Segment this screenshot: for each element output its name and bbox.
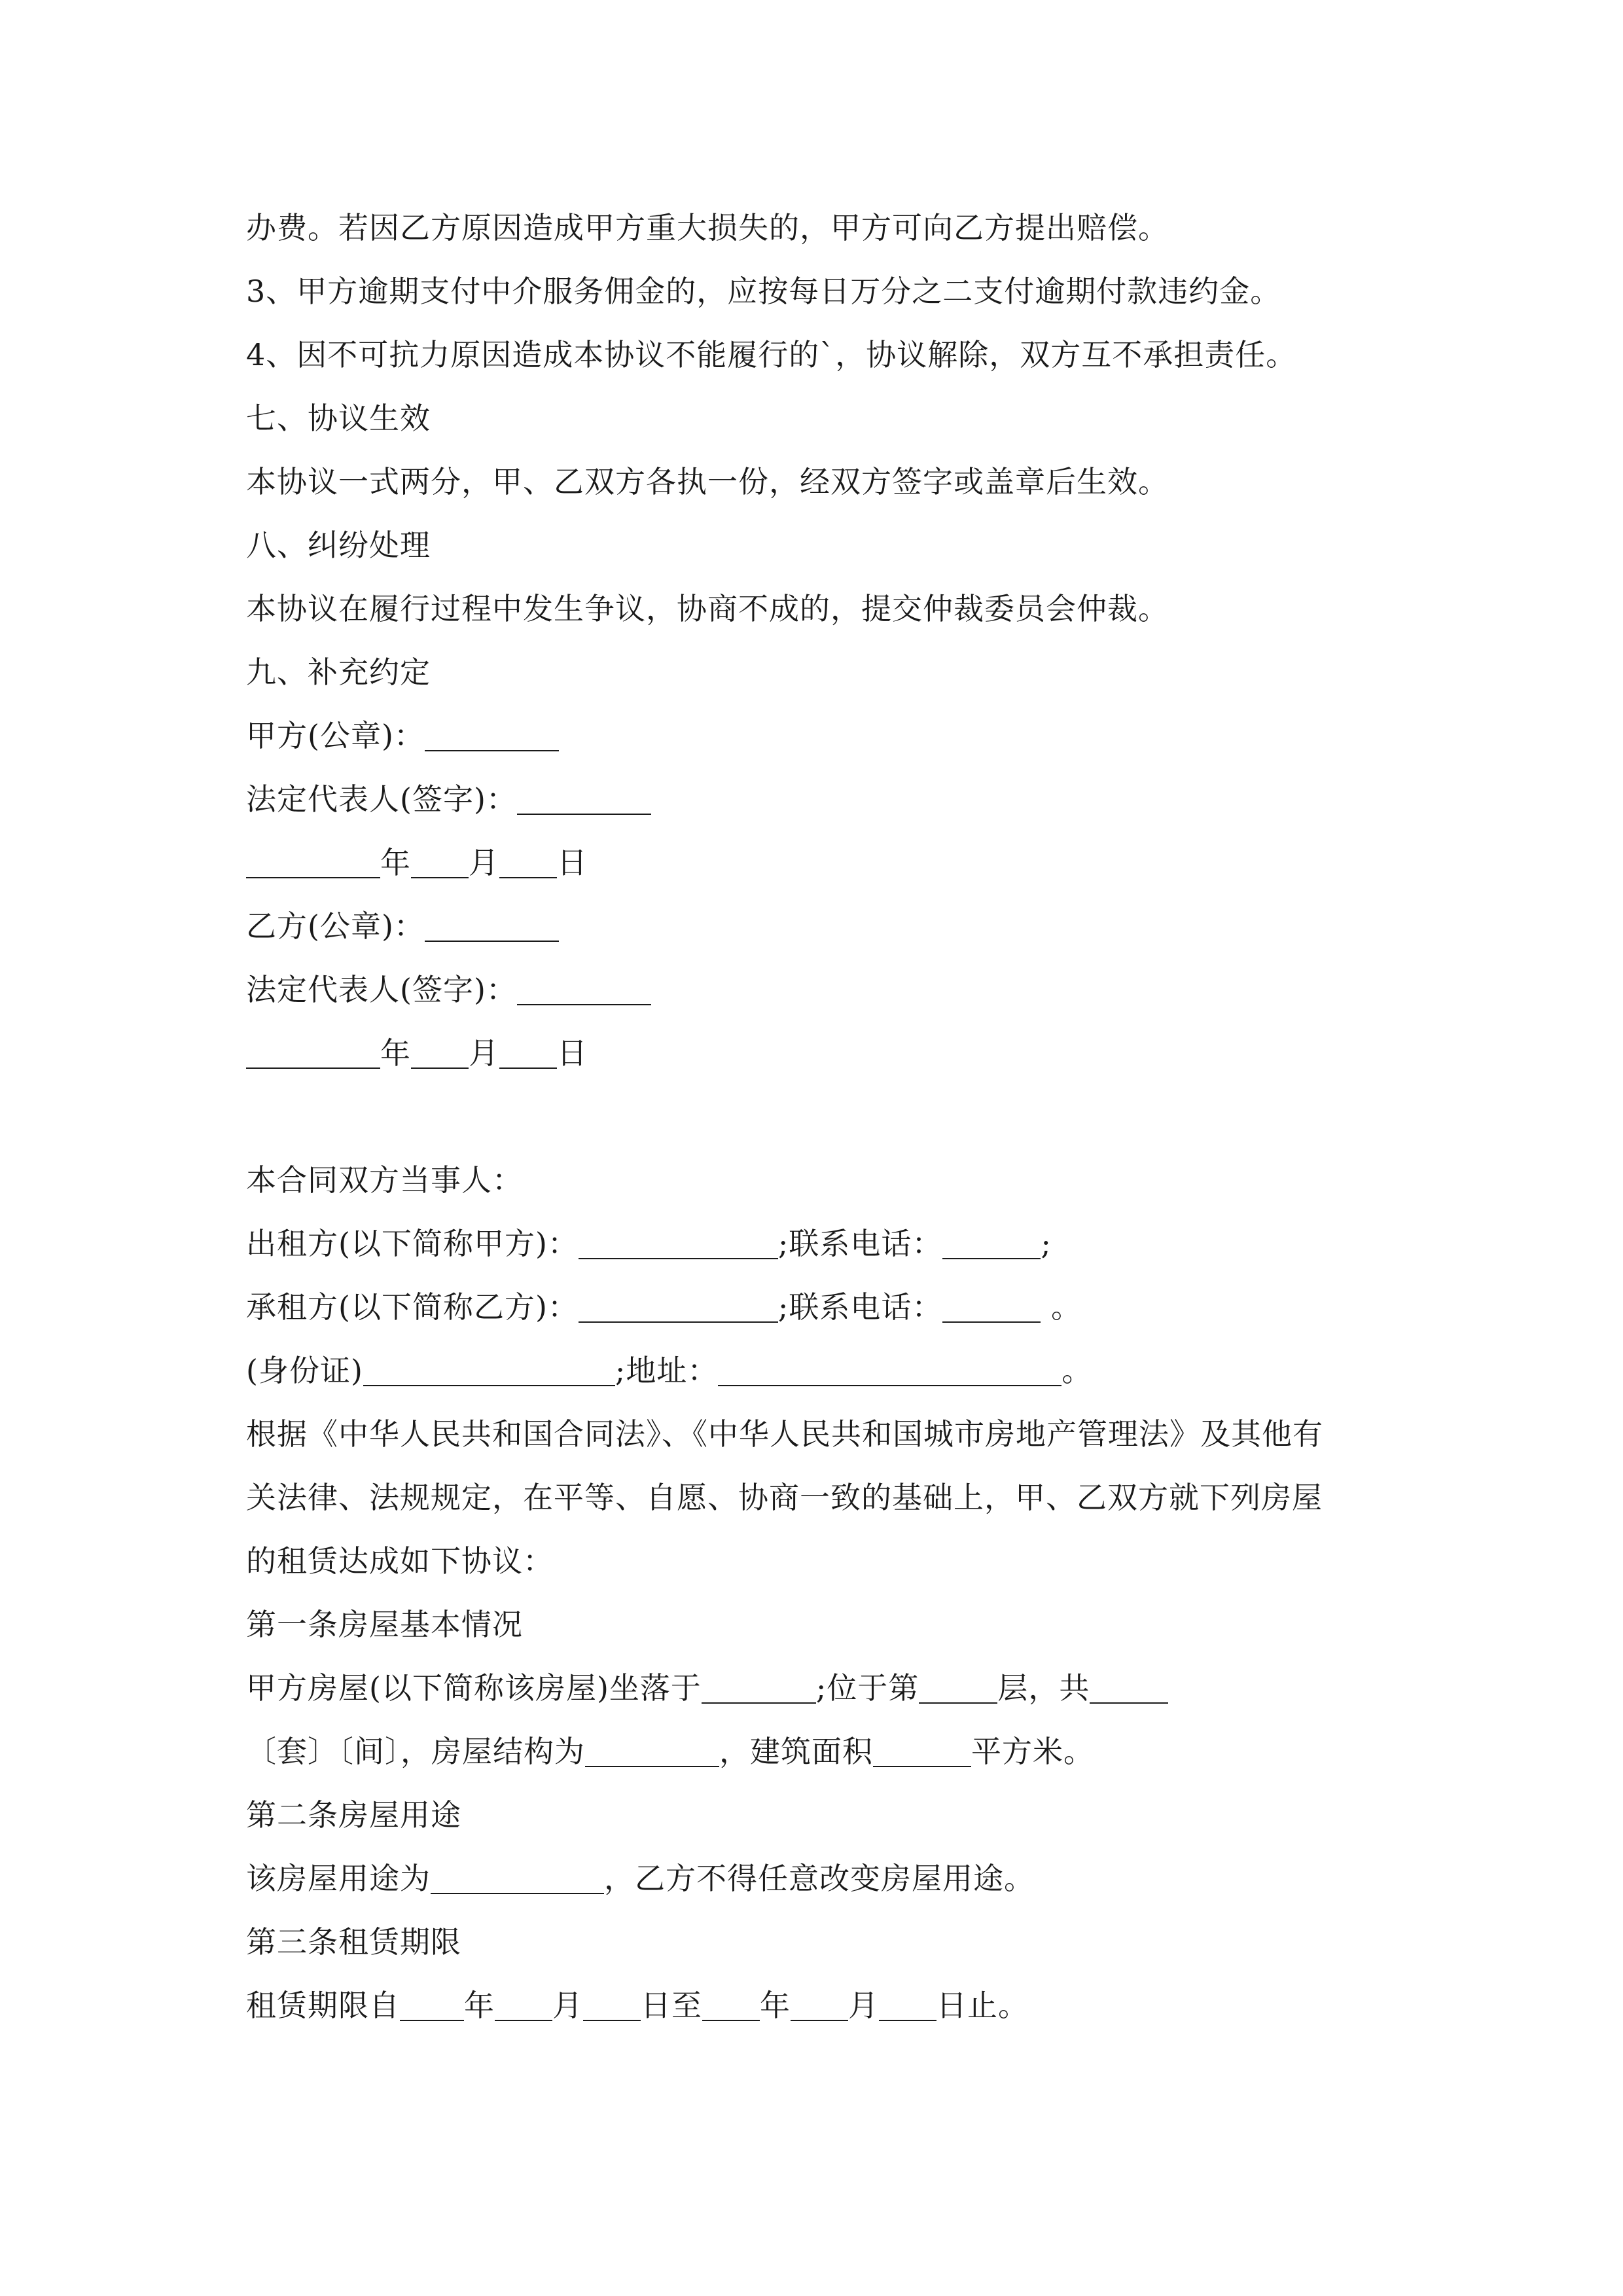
legal-rep-a-row: [246, 768, 1398, 831]
punctuation: 。: [1041, 1289, 1082, 1325]
document-page: [246, 196, 1398, 2037]
lessor-label: 出租方(以下简称甲方)：: [246, 1226, 579, 1261]
end-day-blank[interactable]: [879, 1990, 936, 2021]
paragraph-line: 根据《中华人民共和国合同法》、《中华人民共和国城市房地产管理法》及其他有: [246, 1416, 1323, 1452]
use-text: ，乙方不得任意改变房屋用途。: [604, 1861, 1035, 1896]
area-blank[interactable]: [873, 1736, 971, 1767]
day-blank[interactable]: [499, 1037, 557, 1069]
floor-label: ;位于第: [815, 1670, 919, 1706]
article-heading: 第二条房屋用途: [246, 1797, 461, 1833]
party-a-seal-blank[interactable]: [425, 720, 559, 751]
legal-rep-b-label: 法定代表人(签字)：: [246, 972, 517, 1007]
start-month-blank[interactable]: [495, 1990, 552, 2021]
house-structure-row: [246, 1720, 1398, 1784]
month-label: 月: [469, 845, 499, 880]
date-b-row: [246, 1022, 1398, 1085]
area-unit: 平方米。: [971, 1734, 1094, 1769]
total-blank[interactable]: [1090, 1672, 1168, 1704]
party-a-seal-row: [246, 704, 1398, 768]
id-address-row: [246, 1339, 1398, 1403]
year-label: 年: [380, 845, 411, 880]
lessor-phone-blank[interactable]: [942, 1228, 1041, 1259]
lessee-name-blank[interactable]: [579, 1291, 778, 1323]
lease-term-row: [246, 1974, 1398, 2037]
year-label: 年: [464, 1988, 495, 2023]
use-blank[interactable]: [431, 1863, 604, 1894]
term-label: 租赁期限自: [246, 1988, 400, 2023]
date-a-row: [246, 831, 1398, 895]
house-location-row: [246, 1657, 1398, 1720]
year-label: 年: [380, 1035, 411, 1071]
contract-parties-heading: 本合同双方当事人：: [246, 1162, 523, 1198]
paragraph-line: 关法律、法规规定，在平等、自愿、协商一致的基础上，甲、乙双方就下列房屋: [246, 1480, 1323, 1515]
year-blank[interactable]: [246, 1037, 380, 1069]
spacer: [246, 1085, 1398, 1149]
section-heading: 九、补充约定: [246, 655, 431, 690]
article-heading: 第三条租赁期限: [246, 1924, 461, 1960]
start-day-blank[interactable]: [583, 1990, 641, 2021]
party-b-seal-label: 乙方(公章)：: [246, 908, 425, 944]
text-line: 本协议一式两分，甲、乙双方各执一份，经双方签字或盖章后生效。: [246, 464, 1169, 499]
day-blank[interactable]: [499, 847, 557, 878]
punctuation: 。: [1061, 1353, 1093, 1388]
area-label: ，建筑面积: [719, 1734, 873, 1769]
month-label: 月: [848, 1988, 879, 2023]
location-blank[interactable]: [702, 1672, 816, 1704]
day-end-label: 日止。: [936, 1988, 1029, 2023]
use-label: 该房屋用途为: [246, 1861, 431, 1896]
party-b-seal-blank[interactable]: [425, 910, 559, 942]
structure-label: 〔套〕〔间〕，房屋结构为: [246, 1734, 585, 1769]
paragraph-line: 的租赁达成如下协议：: [246, 1543, 554, 1579]
punctuation: ;: [1041, 1226, 1052, 1261]
year-blank[interactable]: [246, 847, 380, 878]
article-heading: 第一条房屋基本情况: [246, 1607, 523, 1642]
address-label: ;地址：: [615, 1353, 719, 1388]
day-label: 日: [557, 1035, 588, 1071]
lessor-name-blank[interactable]: [579, 1228, 778, 1259]
lessee-row: [246, 1276, 1398, 1339]
structure-blank[interactable]: [585, 1736, 719, 1767]
legal-rep-b-blank[interactable]: [517, 974, 651, 1005]
end-month-blank[interactable]: [791, 1990, 848, 2021]
end-year-blank[interactable]: [702, 1990, 760, 2021]
lessee-phone-blank[interactable]: [942, 1291, 1041, 1323]
section-heading: 八、纠纷处理: [246, 528, 431, 563]
legal-rep-b-row: [246, 958, 1398, 1022]
party-b-seal-row: [246, 895, 1398, 958]
lessor-phone-label: ;联系电话：: [777, 1226, 943, 1261]
house-use-row: [246, 1847, 1398, 1910]
month-label: 月: [469, 1035, 499, 1071]
id-card-blank[interactable]: [363, 1355, 615, 1386]
legal-rep-a-label: 法定代表人(签字)：: [246, 781, 517, 817]
text-line: 3、甲方逾期支付中介服务佣金的，应按每日万分之二支付逾期付款违约金。: [246, 274, 1281, 309]
lessee-phone-label: ;联系电话：: [777, 1289, 943, 1325]
day-label: 日: [557, 845, 588, 880]
legal-rep-a-blank[interactable]: [517, 783, 651, 815]
month-blank[interactable]: [411, 1037, 469, 1069]
total-label: 层，共: [997, 1670, 1090, 1706]
day-to-label: 日至: [641, 1988, 702, 2023]
text-line: 4、因不可抗力原因造成本协议不能履行的`，协议解除，双方互不承担责任。: [246, 337, 1297, 372]
address-blank[interactable]: [718, 1355, 1061, 1386]
start-year-blank[interactable]: [400, 1990, 464, 2021]
text-line: 本协议在履行过程中发生争议，协商不成的，提交仲裁委员会仲裁。: [246, 591, 1169, 626]
month-label: 月: [552, 1988, 583, 2023]
lessee-label: 承租方(以下简称乙方)：: [246, 1289, 579, 1325]
section-heading: 七、协议生效: [246, 401, 431, 436]
month-blank[interactable]: [411, 847, 469, 878]
floor-blank[interactable]: [919, 1672, 997, 1704]
house-location-label: 甲方房屋(以下简称该房屋)坐落于: [246, 1670, 702, 1706]
lessor-row: [246, 1212, 1398, 1276]
text-line: 办费。若因乙方原因造成甲方重大损失的，甲方可向乙方提出赔偿。: [246, 210, 1169, 245]
id-card-label: (身份证): [246, 1353, 363, 1388]
party-a-seal-label: 甲方(公章)：: [246, 718, 425, 753]
year-label: 年: [760, 1988, 791, 2023]
